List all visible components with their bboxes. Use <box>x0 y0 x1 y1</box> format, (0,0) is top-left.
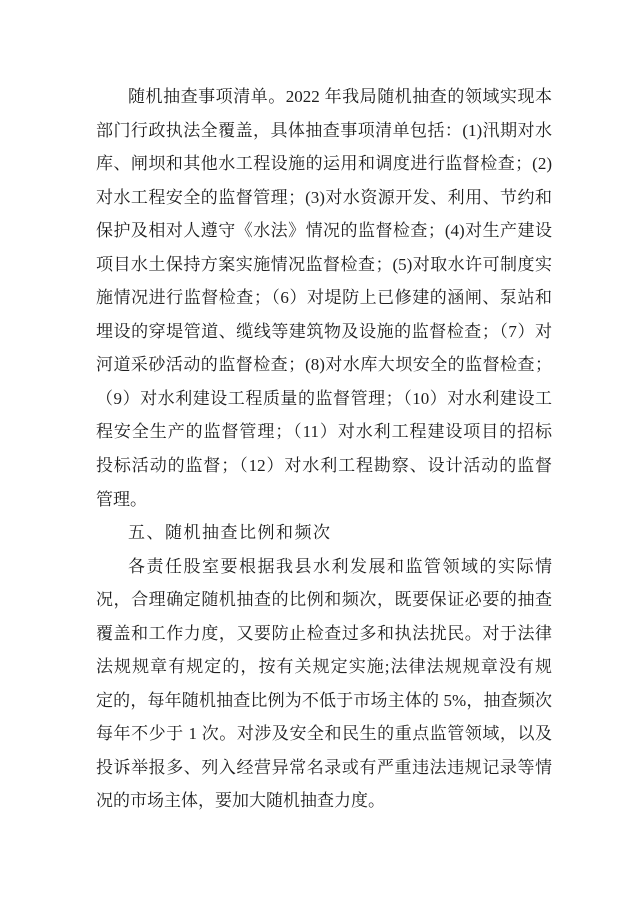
text-line: 对水工程安全的监督管理；(3)对水资源开发、利用、节约和 <box>96 187 552 207</box>
document-text-block <box>96 80 552 818</box>
section-heading: 五、随机抽查比例和频次 <box>128 523 332 543</box>
text-line: 项目水土保持方案实施情况监督检查；(5)对取水许可制度实 <box>96 254 552 274</box>
text-line: 河道采砂活动的监督检查；(8)对水库大坝安全的监督检查； <box>96 355 552 375</box>
text-line: 投标活动的监督；（12）对水利工程勘察、设计活动的监督 <box>96 456 552 476</box>
text-line: 定的，每年随机抽查比例为不低于市场主体的 5%，抽查频次 <box>96 690 552 710</box>
text-line: 覆盖和工作力度，又要防止检查过多和执法扰民。对于法律 <box>96 623 552 643</box>
text-line: 况的市场主体，要加大随机抽查力度。 <box>96 791 385 811</box>
text-line: 程安全生产的监督管理；（11）对水利工程建设项目的招标 <box>96 422 552 442</box>
text-line: 法规规章有规定的，按有关规定实施;法律法规规章没有规 <box>96 657 552 677</box>
text-line: 管理。 <box>96 489 147 509</box>
text-line: 投诉举报多、列入经营异常名录或有严重违法违规记录等情 <box>96 757 552 777</box>
text-line: 施情况进行监督检查；（6）对堤防上已修建的涵闸、泵站和 <box>96 288 552 308</box>
text-line: 部门行政执法全覆盖，具体抽查事项清单包括：(1)汛期对水 <box>96 120 552 140</box>
text-line: 埋设的穿堤管道、缆线等建筑物及设施的监督检查；（7）对 <box>96 321 552 341</box>
text-line: 库、闸坝和其他水工程设施的运用和调度进行监督检查；(2) <box>96 154 552 174</box>
text-line: 每年不少于 1 次。对涉及安全和民生的重点监管领域，以及 <box>96 724 552 744</box>
text-line: 随机抽查事项清单。2022 年我局随机抽查的领域实现本 <box>128 87 552 106</box>
text-line: 各责任股室要根据我县水利发展和监管领域的实际情 <box>128 556 552 576</box>
text-line: （9）对水利建设工程质量的监督管理；（10）对水利建设工 <box>96 388 552 408</box>
text-line: 保护及相对人遵守《水法》情况的监督检查；(4)对生产建设 <box>96 221 552 241</box>
text-line: 况，合理确定随机抽查的比例和频次，既要保证必要的抽查 <box>96 590 552 610</box>
